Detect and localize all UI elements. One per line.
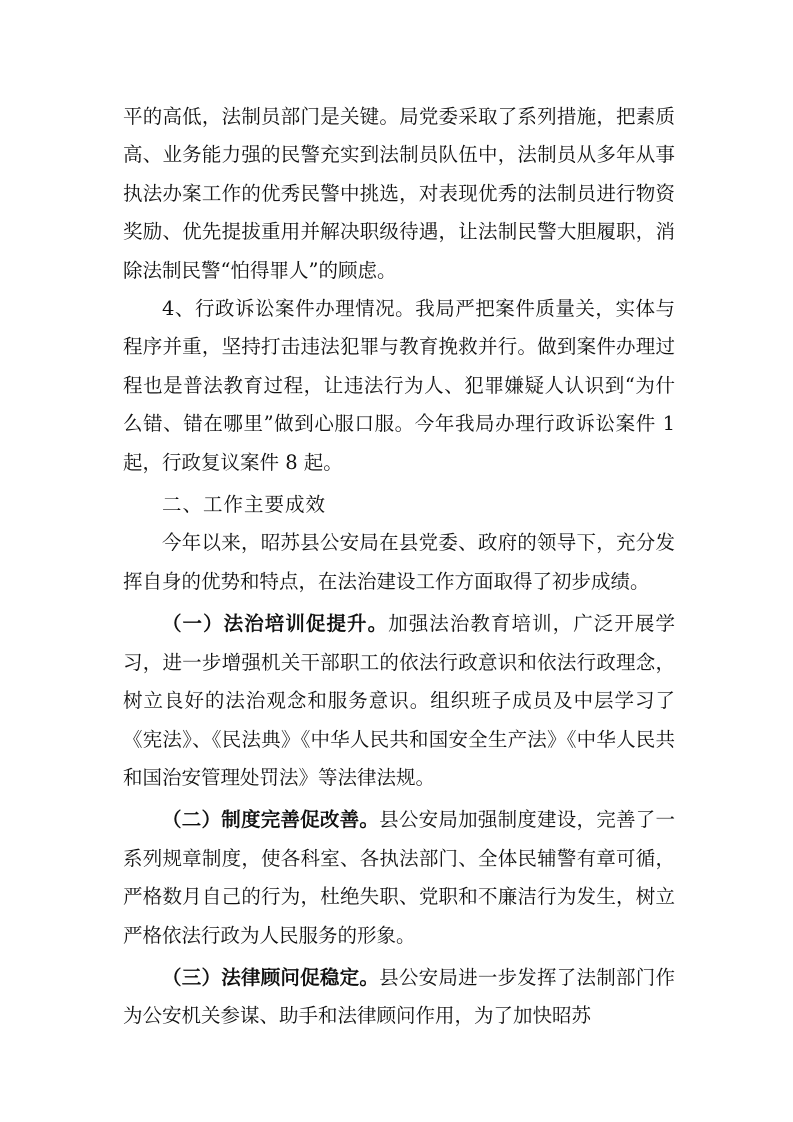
paragraph-item-legal-advisor xyxy=(123,959,675,1036)
paragraph-legal-staff: 平的高低，法制员部门是关键。局党委采取了系列措施，把素质高、业务能力强的民警充实到法制员队伍中，法制员从多年从事执法办案工作的优秀民警中挑选，对表现优秀的法制员进行物资奖励、优先提拔重用并解决职级待遇，让法制民警大胆履职，消除法制民警“怕得罪人”的顾虑。 xyxy=(123,105,675,282)
item-system-lead: （二）制度完善促改善。 xyxy=(162,808,380,832)
item-system-body: 县公安局加强制度建设，完善了一系列规章制度，使各科室、各执法部门、全体民辅警有章可循，严格数月自己的行为，杜绝失职、党职和不廉洁行为发生，树立严格依法行政为人民服务的形象。 xyxy=(123,808,675,947)
document-body xyxy=(123,98,675,1036)
item-legal-advisor-lead: （三）法律顾问促稳定。 xyxy=(162,965,380,989)
paragraph-results-intro: 今年以来，昭苏县公安局在县党委、政府的领导下，充分发挥自身的优势和特点，在法治建设工作方面取得了初步成绩。 xyxy=(123,531,675,593)
item-training-lead: （一）法治培训促提升。 xyxy=(162,612,389,636)
paragraph-item-training xyxy=(123,605,675,797)
paragraph-item-system xyxy=(123,801,675,955)
item-legal-advisor-body: 县公安局进一步发挥了法制部门作为公安机关参谋、助手和法律顾问作用，为了加快昭苏 xyxy=(123,965,675,1028)
item-training-body: 加强法治教育培训，广泛开展学习，进一步增强机关干部职工的依法行政意识和依法行政理念，树立良好的法治观念和服务意识。组织班子成员及中层学习了《宪法》、《民法典》《中华人民共和国安全生产法》《中华人民共和国治安管理处罚法》等法律法规。 xyxy=(123,612,675,789)
paragraph-administrative-litigation: 4、行政诉讼案件办理情况。我局严把案件质量关，实体与程序并重，坚持打击违法犯罪与教育挽救并行。做到案件办理过程也是普法教育过程，让违法行为人、犯罪嫌疑人认识到“为什么错、错在哪里”做到心服口服。今年我局办理行政诉讼案件 1 起，行政复议案件 8 起。 xyxy=(123,297,675,474)
section-heading-main-results: 二、工作主要成效 xyxy=(162,493,327,517)
